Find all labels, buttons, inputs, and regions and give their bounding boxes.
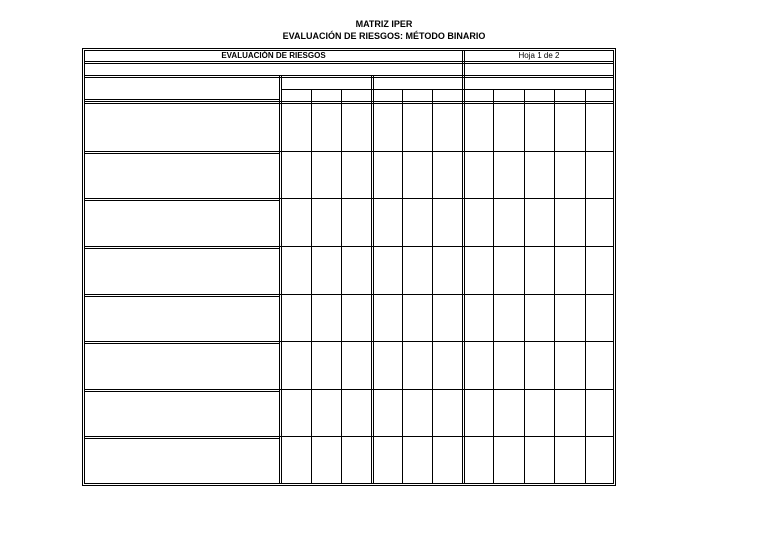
document-title: MATRIZ IPER [355,19,413,29]
table-row [84,294,614,342]
table-row [84,151,614,199]
table-row [84,341,614,389]
table-row [84,198,614,246]
table-row [84,246,614,294]
table-row [84,103,614,151]
document-subtitle: EVALUACIÓN DE RIESGOS: MÉTODO BINARIO [282,31,486,41]
header-divider [84,75,614,76]
page-indicator: Hoja 1 de 2 [518,51,560,60]
table-row [84,436,614,484]
subheader-divider [84,101,614,102]
header-divider [84,61,614,62]
header-split-line [464,50,465,75]
header-divider [84,77,614,78]
table-row [84,389,614,437]
header-divider [84,63,614,64]
description-header-line [84,99,279,100]
risk-evaluation-header: EVALUACIÓN DE RIESGOS [221,51,326,60]
header-split-line [462,50,463,75]
subheader-divider [281,89,614,90]
